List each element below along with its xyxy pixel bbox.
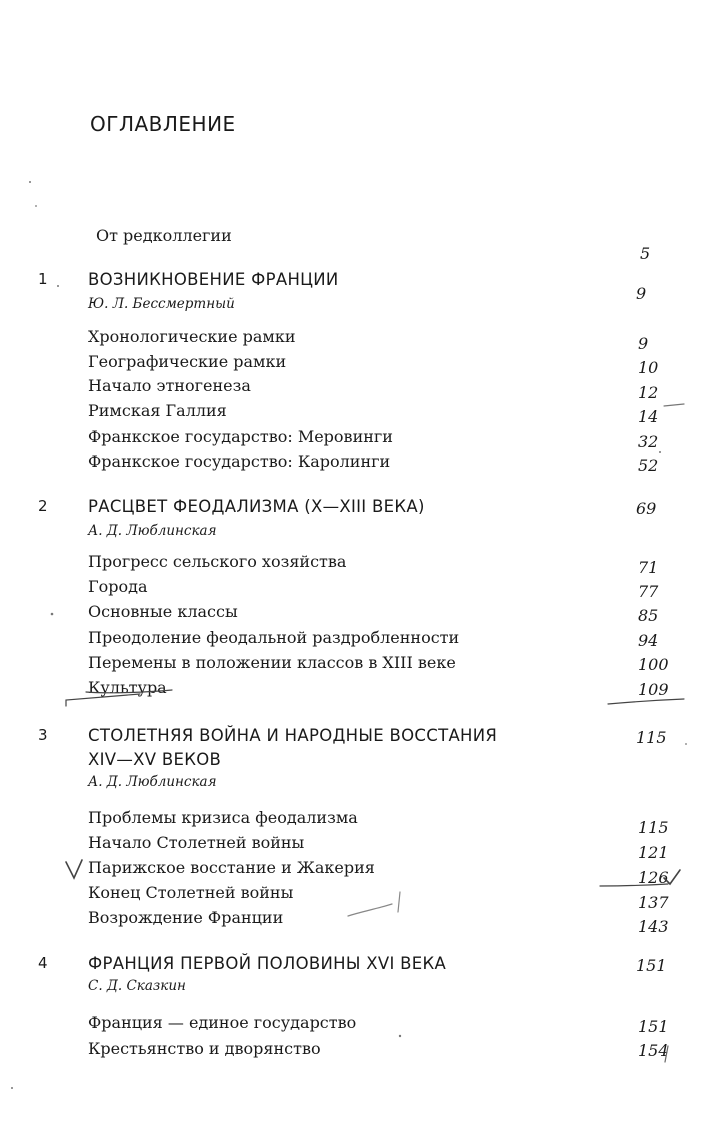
speck-mark [399, 1035, 401, 1037]
toc-entry-label[interactable]: Начало Столетней войны [88, 833, 305, 852]
chapter-author: Ю. Л. Бессмертный [88, 296, 235, 312]
toc-entry-label[interactable]: Римская Галлия [88, 401, 227, 420]
toc-entry-page: 94 [638, 631, 659, 650]
toc-entry-label[interactable]: Культура [88, 678, 167, 697]
toc-entry-label[interactable]: Хронологические рамки [88, 327, 296, 346]
toc-entry-label[interactable]: Преодоление феодальной раздробленности [88, 628, 460, 647]
toc-entry-label[interactable]: Географические рамки [88, 352, 287, 371]
toc-entry-page: 109 [638, 680, 669, 699]
toc-entry-label[interactable]: Франция — единое государство [88, 1013, 357, 1032]
speck-mark [51, 613, 54, 616]
toc-entry-page: 77 [638, 582, 659, 601]
toc-entry-label[interactable]: Проблемы кризиса феодализма [88, 808, 358, 827]
speck-mark [29, 181, 31, 183]
toc-entry-page: 12 [638, 383, 659, 402]
chapter-page-number: 151 [636, 956, 667, 975]
speck-mark [685, 743, 687, 745]
toc-entry-label[interactable]: Прогресс сельского хозяйства [88, 552, 347, 571]
toc-entry-label[interactable]: Города [88, 577, 148, 596]
toc-entry-label[interactable]: Франкское государство: Меровинги [88, 427, 393, 446]
toc-entry-page: 85 [638, 606, 659, 625]
toc-entry-page: 151 [638, 1017, 669, 1036]
toc-entry-label[interactable]: Перемены в положении классов в XIII веке [88, 653, 456, 672]
bracket-mark [66, 694, 140, 706]
chapter-number: 4 [38, 954, 48, 972]
chapter-author: С. Д. Сказкин [88, 978, 186, 994]
chapter-number: 3 [38, 726, 48, 744]
chapter-author: А. Д. Люблинская [88, 523, 217, 539]
underline-mark [600, 884, 668, 886]
toc-entry-page: 14 [638, 407, 659, 426]
toc-entry-page: 143 [638, 917, 669, 936]
toc-entry-page: 10 [638, 358, 659, 377]
speck-mark [659, 451, 661, 453]
chapter-author: А. Д. Люблинская [88, 774, 217, 790]
toc-entry-label[interactable]: Парижское восстание и Жакерия [88, 858, 375, 877]
toc-entry-page: 154 [638, 1041, 669, 1060]
toc-entry-page: 137 [638, 893, 669, 912]
toc-entry-page: 71 [638, 558, 659, 577]
chapter-title-line: РАСЦВЕТ ФЕОДАЛИЗМА (X—XIII ВЕКА) [88, 497, 425, 516]
chapter-number: 2 [38, 497, 48, 515]
chapter-title-line: ВОЗНИКНОВЕНИЕ ФРАНЦИИ [88, 270, 339, 289]
chapter-page-number: 115 [636, 728, 667, 747]
check-mark [66, 860, 82, 878]
toc-entry-label[interactable]: Основные классы [88, 602, 238, 621]
chapter-page-number: 69 [636, 499, 657, 518]
toc-entry-page: 115 [638, 818, 669, 837]
toc-entry-page: 9 [638, 334, 649, 353]
stroke-mark [348, 904, 392, 916]
chapter-number: 1 [38, 270, 48, 288]
speck-mark [11, 1087, 13, 1089]
toc-entry-label[interactable]: Франкское государство: Каролинги [88, 452, 391, 471]
chapter-page-number: 9 [636, 284, 647, 303]
preface-label: От редколлегии [96, 226, 232, 245]
chapter-title-line: XIV—XV ВЕКОВ [88, 750, 222, 769]
preface-page-number: 5 [640, 244, 651, 263]
speck-mark [35, 205, 37, 207]
toc-entry-page: 121 [638, 843, 669, 862]
stroke-mark [398, 892, 400, 912]
stroke-mark [664, 404, 684, 406]
stroke-mark [665, 1046, 668, 1062]
toc-entry-label[interactable]: Начало этногенеза [88, 376, 251, 395]
toc-entry-page: 126 [638, 868, 669, 887]
check-mark [664, 870, 680, 884]
toc-entry-label[interactable]: Возрождение Франции [88, 908, 284, 927]
speck-mark [57, 285, 59, 287]
underline-mark [608, 699, 684, 704]
toc-entry-page: 100 [638, 655, 669, 674]
toc-entry-label[interactable]: Крестьянство и дворянство [88, 1039, 321, 1058]
toc-entry-page: 52 [638, 456, 659, 475]
underline-mark [86, 690, 172, 693]
chapter-title-line: ФРАНЦИЯ ПЕРВОЙ ПОЛОВИНЫ XVI ВЕКА [88, 954, 447, 973]
toc-entry-label[interactable]: Конец Столетней войны [88, 883, 294, 902]
toc-entry-page: 32 [638, 432, 659, 451]
chapter-title-line: СТОЛЕТНЯЯ ВОЙНА И НАРОДНЫЕ ВОССТАНИЯ [88, 726, 498, 745]
toc-title: ОГЛАВЛЕНИЕ [90, 112, 236, 136]
